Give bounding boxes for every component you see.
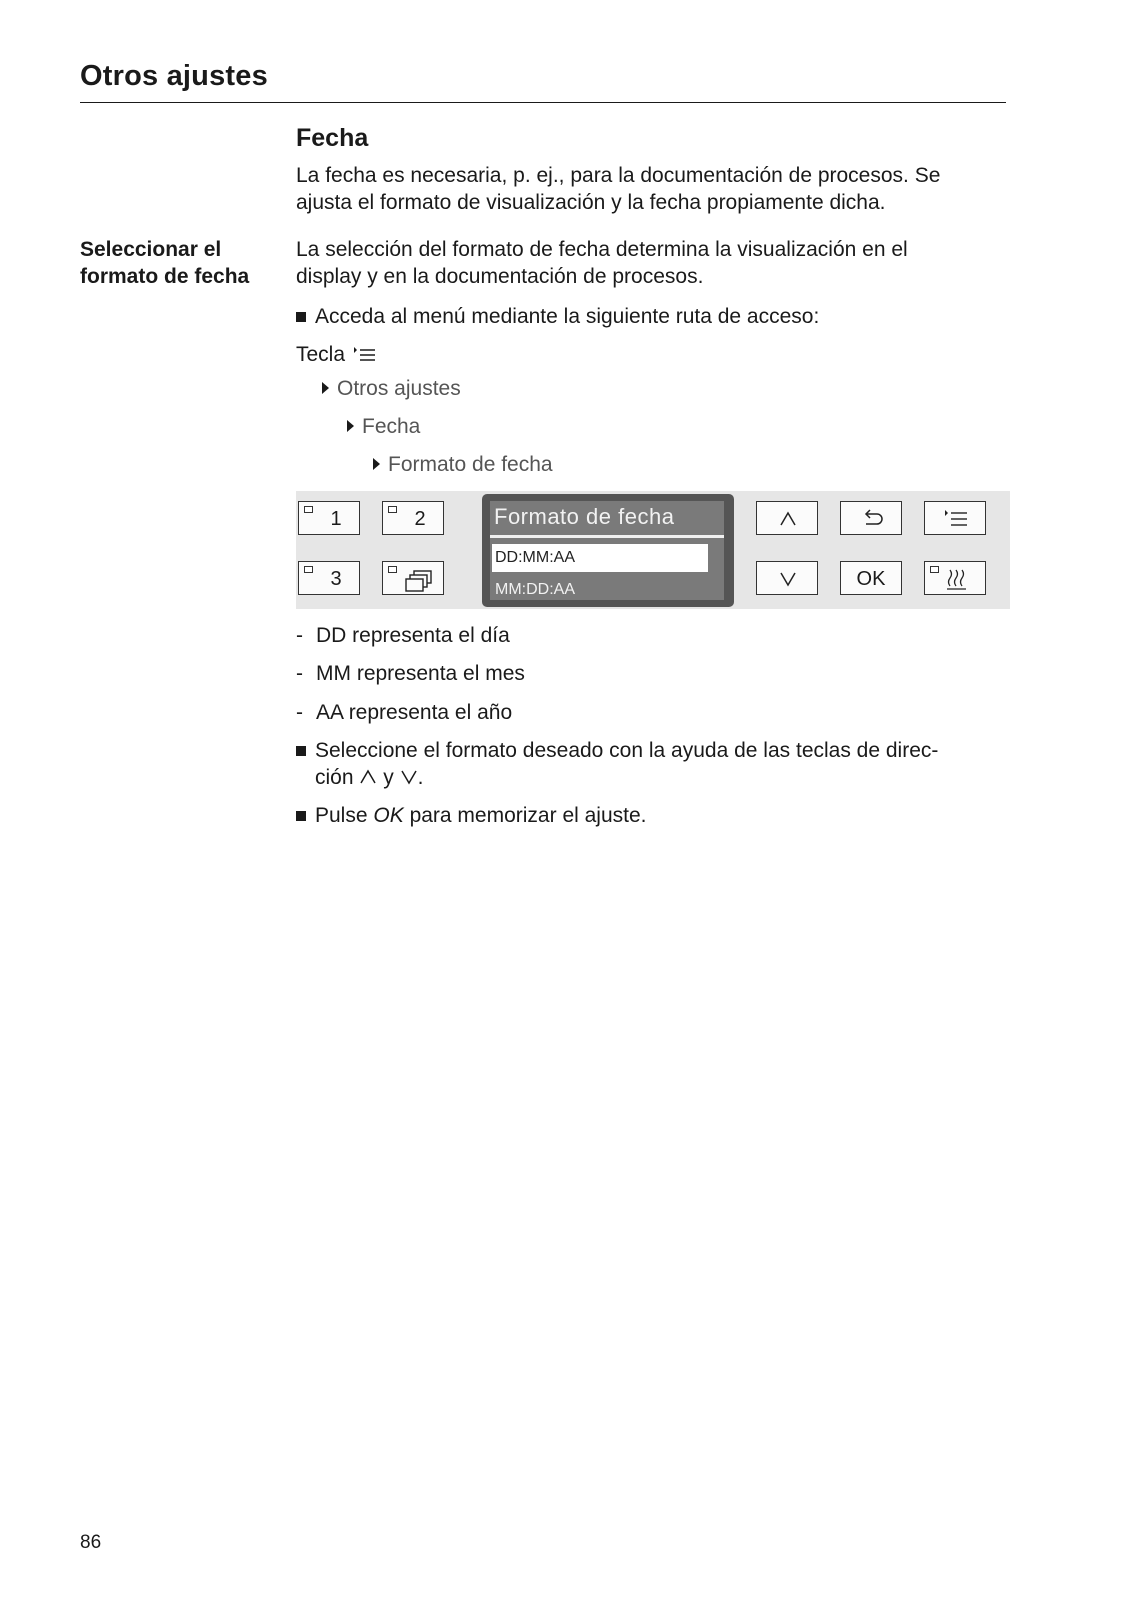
page-number: 86 — [80, 1532, 102, 1553]
ok-button[interactable]: OK — [840, 561, 902, 595]
path-item-3: Formato de fecha — [373, 453, 553, 477]
key-2-button[interactable]: 2 — [382, 501, 444, 535]
led-indicator — [304, 506, 313, 513]
section-title: Fecha — [296, 124, 369, 152]
up-button[interactable] — [756, 501, 818, 535]
path-arrow-icon — [373, 458, 380, 470]
bullet-square-icon — [296, 312, 306, 322]
bullet-square-icon — [296, 746, 306, 756]
menu-icon — [925, 502, 987, 536]
down-button[interactable] — [756, 561, 818, 595]
intro-line-1: La fecha es necesaria, p. ej., para la documentación de procesos. Se — [296, 164, 941, 187]
back-button[interactable] — [840, 501, 902, 535]
led-indicator — [304, 566, 313, 573]
up-arrow-icon — [359, 769, 377, 785]
back-icon — [841, 502, 903, 536]
page-title: Otros ajustes — [80, 60, 268, 92]
format-paragraph — [296, 236, 1016, 290]
tecla-label: Tecla — [296, 343, 346, 366]
display-divider — [490, 535, 724, 538]
step-access-menu: Acceda al menú mediante la siguiente ruta de acceso: — [296, 303, 819, 330]
side-label-line-2: formato de fecha — [80, 265, 250, 288]
legend-year: - AA representa el año — [296, 701, 513, 724]
control-panel — [296, 491, 1010, 609]
bullet-square-icon — [296, 811, 306, 821]
intro-paragraph — [296, 162, 1016, 216]
key-3-button[interactable]: 3 — [298, 561, 360, 595]
path-item-1: Otros ajustes — [322, 377, 461, 401]
display-screen — [482, 494, 734, 607]
key-1-button[interactable]: 1 — [298, 501, 360, 535]
stack-icon — [383, 562, 445, 596]
side-label — [80, 236, 280, 290]
tecla-line — [296, 341, 377, 368]
steam-icon — [925, 562, 987, 596]
format-line-2: display y en la documentación de procesos. — [296, 265, 704, 288]
step-press-ok: Pulse OK para memorizar el ajuste. — [296, 802, 647, 829]
ok-reference: OK — [373, 804, 404, 827]
down-arrow-icon — [757, 562, 819, 596]
path-arrow-icon — [347, 420, 354, 432]
path-arrow-icon — [322, 382, 329, 394]
display-option-selected[interactable]: DD:MM:AA — [492, 544, 708, 572]
legend-day: - DD representa el día — [296, 624, 510, 647]
format-line-1: La selección del formato de fecha determina la visualización en el — [296, 238, 908, 261]
menu-button[interactable] — [924, 501, 986, 535]
path-item-2: Fecha — [347, 415, 420, 439]
menu-key-icon — [351, 344, 377, 364]
intro-line-2: ajusta el formato de visualización y la fecha propiamente dicha. — [296, 191, 886, 214]
down-arrow-icon — [400, 769, 418, 785]
display-title: Formato de fecha — [494, 504, 675, 529]
step-select-format: Seleccione el formato deseado con la ayuda de las teclas de direc- ción y . — [296, 737, 1015, 791]
legend-month: - MM representa el mes — [296, 662, 525, 685]
title-divider — [80, 102, 1006, 103]
side-label-line-1: Seleccionar el — [80, 238, 222, 261]
program-stack-button[interactable] — [382, 561, 444, 595]
display-option[interactable]: MM:DD:AA — [495, 581, 575, 598]
up-arrow-icon — [757, 502, 819, 536]
led-indicator — [388, 506, 397, 513]
drying-button[interactable] — [924, 561, 986, 595]
